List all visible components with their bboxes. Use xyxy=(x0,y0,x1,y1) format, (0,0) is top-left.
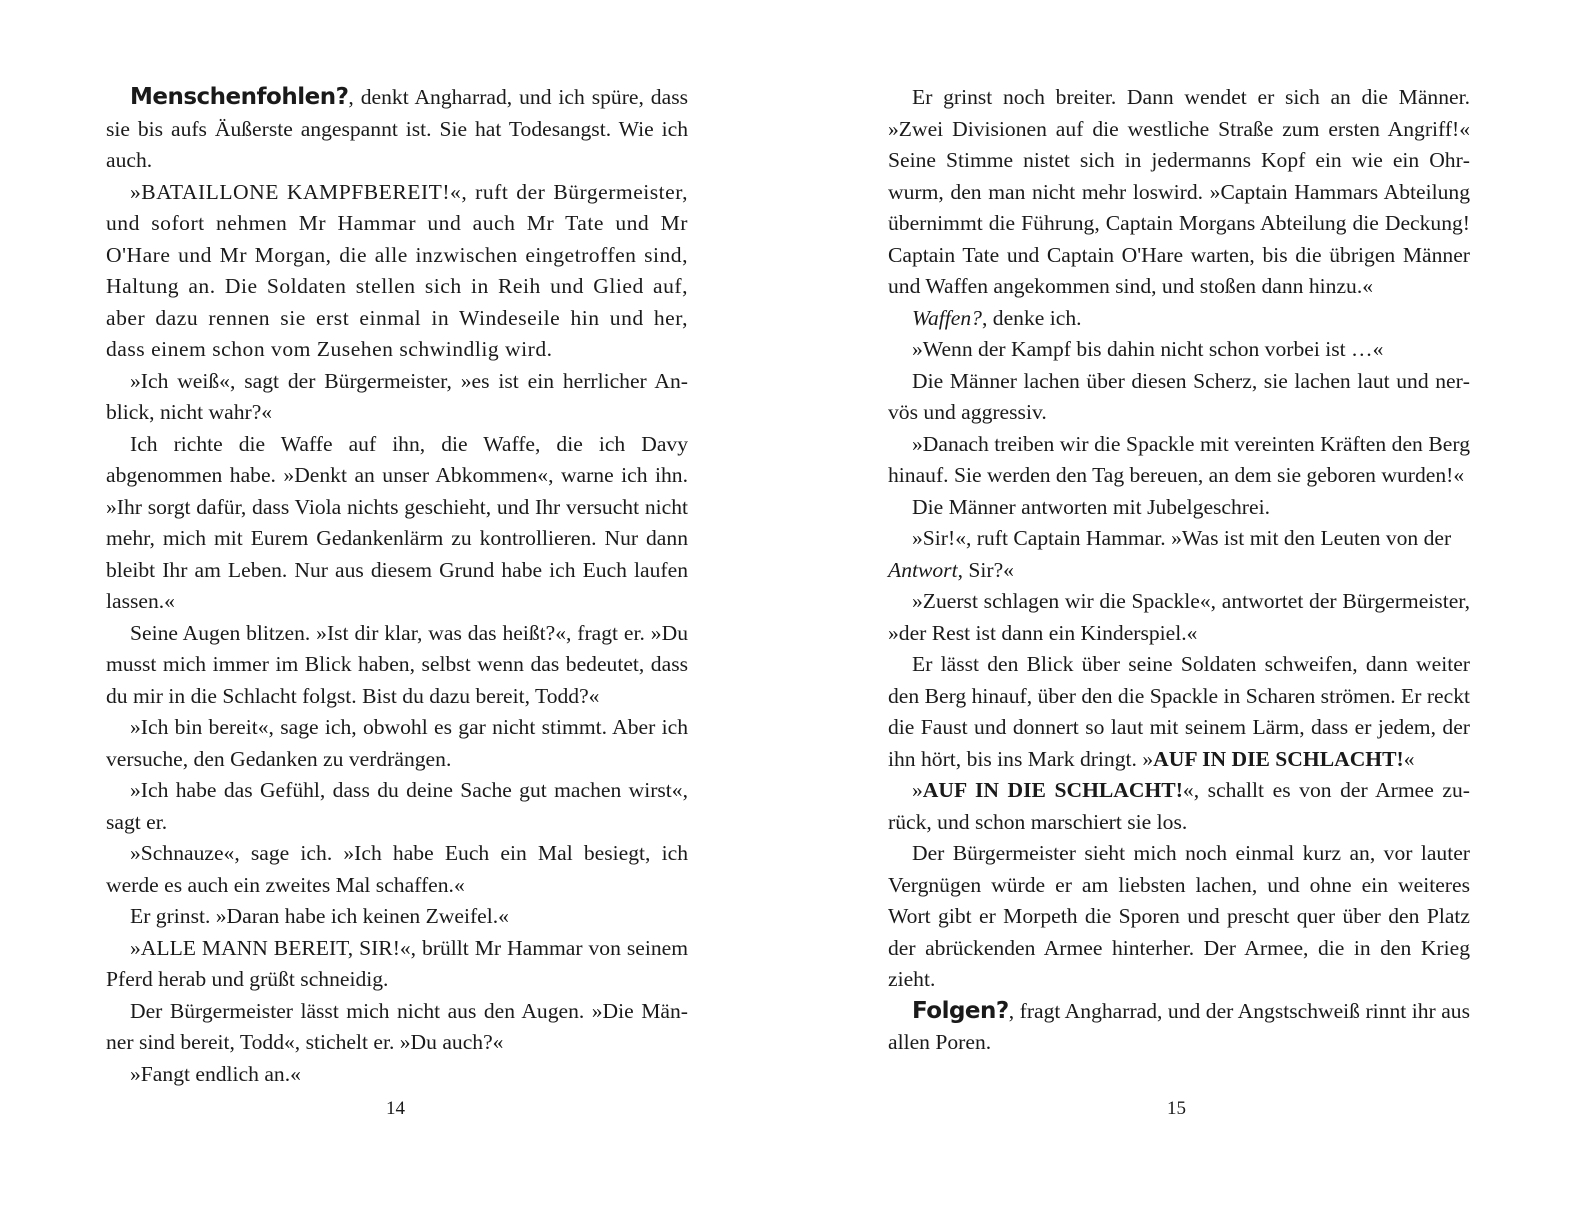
paragraph xyxy=(888,775,1470,838)
bold-shout: AUF IN DIE SCHLACHT! xyxy=(1153,746,1404,771)
italic-word: Antwort xyxy=(888,557,958,582)
paragraph: »Wenn der Kampf bis dahin nicht schon vorbei ist …« xyxy=(912,337,1384,361)
page-number-left: 14 xyxy=(386,1098,405,1119)
paragraph: »BATAILLONE KAMPFBEREIT!«, ruft der Bürgermeister, und sofort nehmen Mr Hammar und auch Mr Tate und Mr O'Hare und Mr Morgan, die alle inzwischen eingetroffen sind, Haltung an. Die Soldaten stellen sich in Reih und Glied auf, aber dazu rennen sie erst einmal in Windeseile hin und her, dass einem schon vom Zusehen schwindlig wird. xyxy=(106,179,688,361)
paragraph: »Fangt endlich an.« xyxy=(130,1061,301,1086)
paragraph: »Sir!«, ruft Captain Hammar. »Was ist mit den Leuten von der xyxy=(912,526,1452,550)
right-page xyxy=(888,82,1470,1059)
bold-shout: AUF IN DIE SCHLACHT! xyxy=(922,778,1183,802)
paragraph-text: , fragt Angharrad, und der Angstschweiß rinnt ihr aus allen Poren. xyxy=(888,998,1470,1054)
italic-thought: Waffen? xyxy=(912,305,982,330)
paragraph-text: , denkt Angharrad, und ich spüre, dass sie bis aufs Äußerste angespannt ist. Sie hat Todesangst. Wie ich auch. xyxy=(106,85,688,172)
paragraph: »ALLE MANN BEREIT, SIR!«, brüllt Mr Hammar von seinem Pferd herab und grüßt schneidig. xyxy=(106,935,688,991)
paragraph-text: « xyxy=(1403,746,1415,771)
paragraph xyxy=(888,996,1470,1059)
paragraph xyxy=(888,303,1470,335)
paragraph-text: , denke ich. xyxy=(981,305,1082,330)
paragraph: »Zuerst schlagen wir die Spackle«, antwortet der Bürgermeister, »der Rest ist dann ein Kinderspiel.« xyxy=(888,589,1470,645)
paragraph: Die Männer lachen über diesen Scherz, sie lachen laut und nervös und aggressiv. xyxy=(888,368,1470,424)
handwritten-thought: Menschenfohlen? xyxy=(130,84,349,110)
paragraph: »Danach treiben wir die Spackle mit vereinten Kräften den Berg hinauf. Sie werden den Tag bereuen, an dem sie geboren wurden!« xyxy=(888,431,1470,487)
paragraph: Er grinst. »Daran habe ich keinen Zweifel.« xyxy=(130,904,509,928)
paragraph: Der Bürgermeister sieht mich noch einmal kurz an, vor lauter Vergnügen würde er am liebsten lachen, und ohne ein weiteres Wort gibt er Morpeth die Sporen und prescht quer über den Platz der abrückenden Armee hinterher. Der Armee, die in den Krieg zieht. xyxy=(888,841,1470,991)
left-page xyxy=(106,82,688,1090)
paragraph: Er grinst noch breiter. Dann wendet er sich an die Männer. »Zwei Divisionen auf die westliche Straße zum ersten Angriff!« Seine Stimme nistet sich in jedermanns Kopf ein wie ein Ohrwurm, den man nicht mehr loswird. »Captain Hammars Abteilung übernimmt die Führung, Captain Morgans Abteilung die Deckung! Captain Tate und Captain O'Hare warten, bis die übrigen Männer und Waffen angekommen sind, und stoßen dann hinzu.« xyxy=(888,85,1470,298)
paragraph xyxy=(888,649,1470,775)
paragraph: »Ich bin bereit«, sage ich, obwohl es gar nicht stimmt. Aber ich versuche, den Gedanken zu verdrängen. xyxy=(106,715,688,771)
paragraph xyxy=(106,82,688,177)
page-number-right: 15 xyxy=(1167,1098,1186,1119)
paragraph: Seine Augen blitzen. »Ist dir klar, was das heißt?«, fragt er. »Du musst mich immer im Blick haben, selbst wenn das bedeutet, dass du mir in die Schlacht folgst. Bist du dazu bereit, Todd?« xyxy=(106,620,688,708)
paragraph-text: , Sir?« xyxy=(957,557,1014,582)
paragraph: Ich richte die Waffe auf ihn, die Waffe, die ich Davy abgenommen habe. »Denkt an unser Abkommen«, warne ich ihn. »Ihr sorgt dafür, dass Viola nichts geschieht, und Ihr versucht nicht mehr, mich mit Eurem Gedankenlärm zu kontrollieren. Nur dann bleibt Ihr am Leben. Nur aus diesem Grund habe ich Euch laufen lassen.« xyxy=(106,431,688,613)
paragraph: Die Männer antworten mit Jubelgeschrei. xyxy=(912,494,1270,519)
paragraph: »Schnauze«, sage ich. »Ich habe Euch ein Mal besiegt, ich werde es auch ein zweites Mal schaffen.« xyxy=(106,841,688,897)
paragraph: Der Bürgermeister lässt mich nicht aus den Augen. »Die Männer sind bereit, Todd«, stichelt er. »Du auch?« xyxy=(106,998,688,1054)
paragraph-text: Er lässt den Blick über seine Soldaten schweifen, dann weiter den Berg hinauf, über den die Spackle in Scharen strömen. Er reckt die Faust und donnert so laut mit seinem Lärm, dass er jedem, der ihn hört, bis ins Mark dringt. » xyxy=(888,652,1470,771)
paragraph-continuation xyxy=(888,555,1470,587)
paragraph-text: » xyxy=(912,778,923,802)
handwritten-thought: Folgen? xyxy=(912,997,1009,1024)
paragraph: »Ich weiß«, sagt der Bürgermeister, »es ist ein herrlicher Anblick, nicht wahr?« xyxy=(106,368,688,424)
paragraph-text: «, schallt es von der Armee zurück, und schon marschiert sie los. xyxy=(888,778,1470,834)
paragraph: »Ich habe das Gefühl, dass du deine Sache gut machen wirst«, sagt er. xyxy=(106,778,688,834)
